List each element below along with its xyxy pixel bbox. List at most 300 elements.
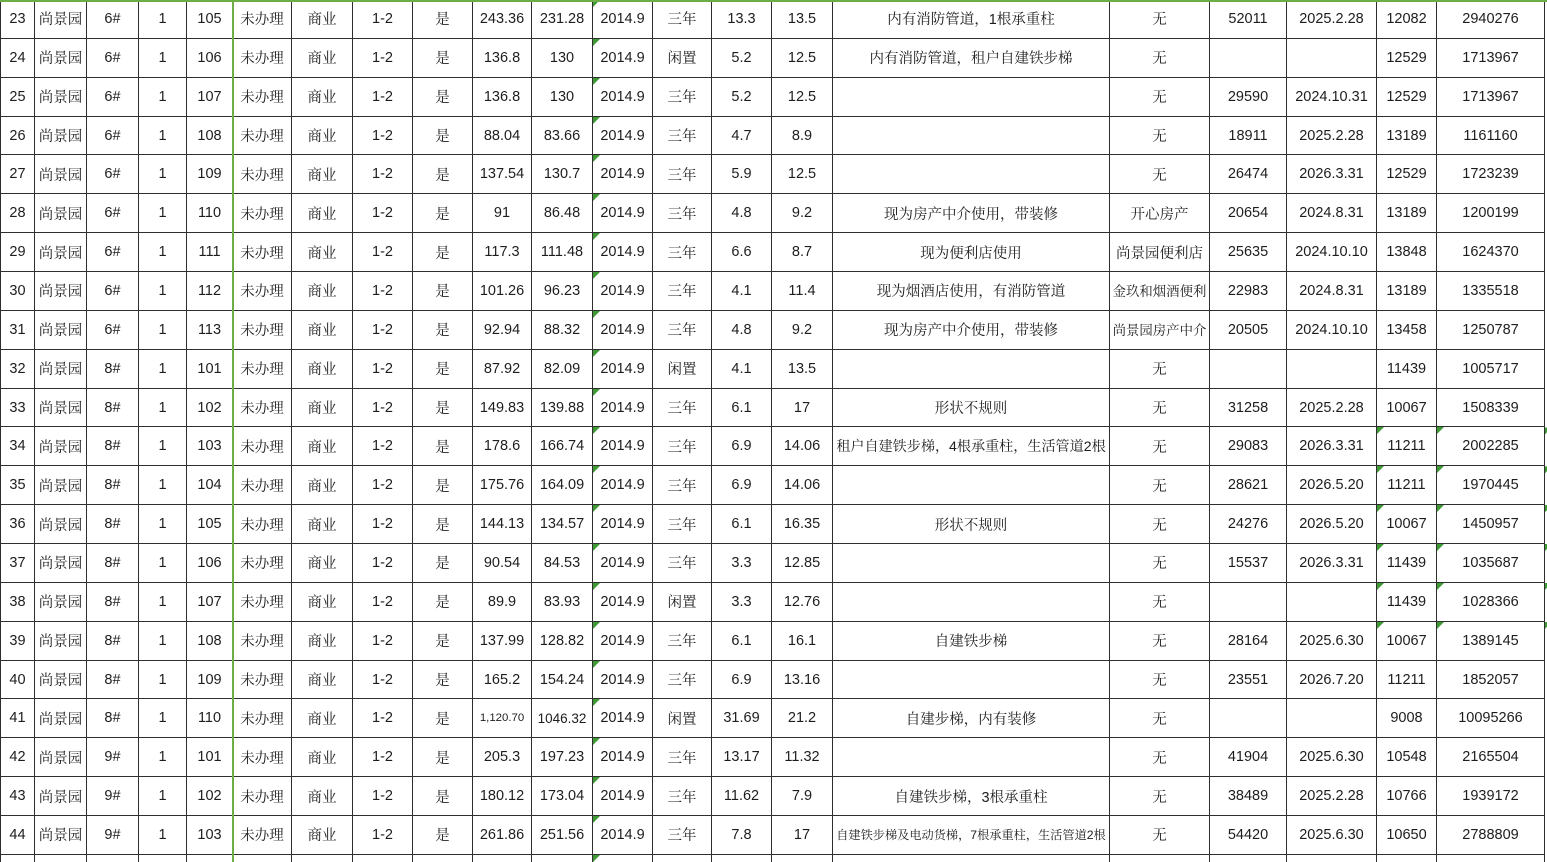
cell[interactable]	[1110, 583, 1210, 622]
cell[interactable]	[292, 466, 353, 505]
cell[interactable]	[593, 272, 653, 311]
cell[interactable]	[653, 466, 712, 505]
cell[interactable]	[353, 699, 413, 738]
cell[interactable]	[1110, 738, 1210, 777]
cell[interactable]	[1287, 738, 1377, 777]
cell[interactable]	[353, 816, 413, 855]
cell[interactable]	[139, 350, 187, 389]
cell[interactable]	[1377, 78, 1437, 117]
cell[interactable]	[593, 544, 653, 583]
cell[interactable]	[653, 855, 712, 862]
cell[interactable]	[772, 155, 833, 194]
cell[interactable]	[413, 855, 473, 862]
cell[interactable]	[712, 738, 772, 777]
cell[interactable]	[473, 505, 532, 544]
cell[interactable]	[593, 622, 653, 661]
cell[interactable]	[1210, 855, 1287, 862]
cell[interactable]	[712, 583, 772, 622]
cell[interactable]	[1110, 466, 1210, 505]
cell[interactable]	[87, 505, 139, 544]
cell[interactable]	[1210, 816, 1287, 855]
cell[interactable]	[532, 117, 593, 156]
cell[interactable]	[35, 272, 87, 311]
cell[interactable]	[353, 117, 413, 156]
cell[interactable]	[187, 855, 233, 862]
cell[interactable]	[772, 816, 833, 855]
cell[interactable]	[0, 427, 35, 466]
cell[interactable]	[712, 117, 772, 156]
cell[interactable]	[712, 0, 772, 39]
cell[interactable]	[532, 661, 593, 700]
cell[interactable]	[233, 389, 292, 428]
cell[interactable]	[1210, 699, 1287, 738]
cell[interactable]	[1437, 622, 1545, 661]
cell[interactable]	[593, 855, 653, 862]
cell[interactable]	[1377, 661, 1437, 700]
cell[interactable]	[772, 233, 833, 272]
cell[interactable]	[35, 777, 87, 816]
cell[interactable]	[712, 78, 772, 117]
cell[interactable]	[1287, 0, 1377, 39]
cell[interactable]	[0, 699, 35, 738]
cell[interactable]	[413, 272, 473, 311]
cell[interactable]	[772, 427, 833, 466]
cell[interactable]	[532, 505, 593, 544]
cell[interactable]	[413, 78, 473, 117]
cell[interactable]	[0, 389, 35, 428]
cell[interactable]	[87, 39, 139, 78]
cell[interactable]	[139, 622, 187, 661]
cell[interactable]	[1437, 0, 1545, 39]
cell[interactable]	[473, 233, 532, 272]
cell[interactable]	[35, 39, 87, 78]
cell[interactable]	[353, 194, 413, 233]
cell[interactable]	[35, 233, 87, 272]
cell[interactable]	[1287, 466, 1377, 505]
cell[interactable]	[833, 699, 1110, 738]
cell[interactable]	[353, 661, 413, 700]
cell[interactable]	[653, 389, 712, 428]
cell[interactable]	[1437, 272, 1545, 311]
cell[interactable]	[413, 427, 473, 466]
cell[interactable]	[0, 466, 35, 505]
cell[interactable]	[1287, 155, 1377, 194]
cell[interactable]	[1377, 0, 1437, 39]
cell[interactable]	[473, 0, 532, 39]
cell[interactable]	[712, 350, 772, 389]
cell[interactable]	[1437, 583, 1545, 622]
cell[interactable]	[593, 661, 653, 700]
cell[interactable]	[593, 194, 653, 233]
cell[interactable]	[593, 699, 653, 738]
cell[interactable]	[1437, 78, 1545, 117]
cell[interactable]	[1437, 777, 1545, 816]
cell[interactable]	[187, 699, 233, 738]
cell[interactable]	[292, 583, 353, 622]
cell[interactable]	[233, 661, 292, 700]
cell[interactable]	[87, 233, 139, 272]
cell[interactable]	[833, 777, 1110, 816]
cell[interactable]	[187, 389, 233, 428]
cell[interactable]	[139, 117, 187, 156]
cell[interactable]	[1437, 855, 1545, 862]
cell[interactable]	[833, 389, 1110, 428]
cell[interactable]	[35, 855, 87, 862]
cell[interactable]	[473, 544, 532, 583]
cell[interactable]	[653, 583, 712, 622]
cell[interactable]	[0, 311, 35, 350]
cell[interactable]	[593, 466, 653, 505]
cell[interactable]	[292, 39, 353, 78]
cell[interactable]	[1110, 78, 1210, 117]
cell[interactable]	[0, 583, 35, 622]
cell[interactable]	[1377, 155, 1437, 194]
cell[interactable]	[139, 272, 187, 311]
cell[interactable]	[87, 661, 139, 700]
cell[interactable]	[413, 233, 473, 272]
cell[interactable]	[139, 155, 187, 194]
cell[interactable]	[772, 622, 833, 661]
cell[interactable]	[87, 350, 139, 389]
cell[interactable]	[1287, 311, 1377, 350]
cell[interactable]	[712, 39, 772, 78]
cell[interactable]	[1437, 544, 1545, 583]
cell[interactable]	[233, 777, 292, 816]
cell[interactable]	[1210, 661, 1287, 700]
cell[interactable]	[353, 233, 413, 272]
cell[interactable]	[532, 350, 593, 389]
cell[interactable]	[0, 39, 35, 78]
cell[interactable]	[532, 583, 593, 622]
cell[interactable]	[653, 233, 712, 272]
cell[interactable]	[772, 389, 833, 428]
cell[interactable]	[292, 816, 353, 855]
cell[interactable]	[712, 816, 772, 855]
cell[interactable]	[1437, 350, 1545, 389]
cell[interactable]	[139, 738, 187, 777]
cell[interactable]	[292, 427, 353, 466]
cell[interactable]	[139, 699, 187, 738]
cell[interactable]	[532, 194, 593, 233]
cell[interactable]	[413, 777, 473, 816]
cell[interactable]	[233, 233, 292, 272]
cell[interactable]	[1210, 777, 1287, 816]
cell[interactable]	[1287, 816, 1377, 855]
cell[interactable]	[1110, 350, 1210, 389]
cell[interactable]	[233, 427, 292, 466]
cell[interactable]	[187, 505, 233, 544]
cell[interactable]	[833, 272, 1110, 311]
cell[interactable]	[1210, 544, 1287, 583]
cell[interactable]	[772, 272, 833, 311]
cell[interactable]	[1377, 583, 1437, 622]
cell[interactable]	[1110, 389, 1210, 428]
cell[interactable]	[1437, 738, 1545, 777]
cell[interactable]	[532, 39, 593, 78]
cell[interactable]	[532, 544, 593, 583]
cell[interactable]	[1110, 0, 1210, 39]
cell[interactable]	[653, 699, 712, 738]
cell[interactable]	[292, 738, 353, 777]
cell[interactable]	[35, 78, 87, 117]
cell[interactable]	[187, 350, 233, 389]
cell[interactable]	[35, 505, 87, 544]
cell[interactable]	[532, 78, 593, 117]
cell[interactable]	[1437, 816, 1545, 855]
cell[interactable]	[473, 622, 532, 661]
cell[interactable]	[593, 777, 653, 816]
cell[interactable]	[593, 389, 653, 428]
cell[interactable]	[292, 233, 353, 272]
cell[interactable]	[1377, 544, 1437, 583]
cell[interactable]	[233, 78, 292, 117]
cell[interactable]	[413, 389, 473, 428]
cell[interactable]	[1110, 39, 1210, 78]
cell[interactable]	[653, 194, 712, 233]
cell[interactable]	[87, 117, 139, 156]
cell[interactable]	[187, 0, 233, 39]
cell[interactable]	[87, 0, 139, 39]
cell[interactable]	[187, 738, 233, 777]
cell[interactable]	[87, 699, 139, 738]
cell[interactable]	[139, 0, 187, 39]
cell[interactable]	[1287, 39, 1377, 78]
cell[interactable]	[712, 855, 772, 862]
cell[interactable]	[473, 699, 532, 738]
cell[interactable]	[413, 738, 473, 777]
cell[interactable]	[1437, 117, 1545, 156]
cell[interactable]	[772, 855, 833, 862]
cell[interactable]	[353, 155, 413, 194]
cell[interactable]	[87, 311, 139, 350]
cell[interactable]	[233, 272, 292, 311]
cell[interactable]	[35, 816, 87, 855]
cell[interactable]	[233, 155, 292, 194]
cell[interactable]	[1210, 0, 1287, 39]
cell[interactable]	[593, 311, 653, 350]
cell[interactable]	[653, 777, 712, 816]
cell[interactable]	[413, 155, 473, 194]
cell[interactable]	[1110, 233, 1210, 272]
cell[interactable]	[35, 699, 87, 738]
cell[interactable]	[87, 777, 139, 816]
cell[interactable]	[187, 155, 233, 194]
cell[interactable]	[1287, 855, 1377, 862]
cell[interactable]	[1377, 466, 1437, 505]
cell[interactable]	[139, 816, 187, 855]
cell[interactable]	[1110, 816, 1210, 855]
cell[interactable]	[473, 155, 532, 194]
cell[interactable]	[833, 738, 1110, 777]
cell[interactable]	[593, 78, 653, 117]
cell[interactable]	[1110, 155, 1210, 194]
cell[interactable]	[653, 117, 712, 156]
cell[interactable]	[187, 622, 233, 661]
cell[interactable]	[87, 738, 139, 777]
cell[interactable]	[1110, 855, 1210, 862]
cell[interactable]	[653, 272, 712, 311]
cell[interactable]	[353, 583, 413, 622]
cell[interactable]	[1377, 816, 1437, 855]
cell[interactable]	[833, 0, 1110, 39]
cell[interactable]	[473, 855, 532, 862]
cell[interactable]	[1287, 389, 1377, 428]
cell[interactable]	[139, 233, 187, 272]
cell[interactable]	[1377, 738, 1437, 777]
cell[interactable]	[712, 427, 772, 466]
cell[interactable]	[353, 466, 413, 505]
cell[interactable]	[1110, 117, 1210, 156]
cell[interactable]	[1110, 777, 1210, 816]
cell[interactable]	[139, 311, 187, 350]
cell[interactable]	[712, 777, 772, 816]
cell[interactable]	[413, 194, 473, 233]
cell[interactable]	[1110, 661, 1210, 700]
cell[interactable]	[1377, 622, 1437, 661]
cell[interactable]	[0, 777, 35, 816]
cell[interactable]	[593, 39, 653, 78]
cell[interactable]	[187, 466, 233, 505]
cell[interactable]	[353, 0, 413, 39]
cell[interactable]	[87, 155, 139, 194]
cell[interactable]	[233, 311, 292, 350]
cell[interactable]	[1437, 466, 1545, 505]
cell[interactable]	[1210, 78, 1287, 117]
cell[interactable]	[473, 427, 532, 466]
cell[interactable]	[1377, 272, 1437, 311]
cell[interactable]	[139, 39, 187, 78]
cell[interactable]	[139, 466, 187, 505]
cell[interactable]	[1437, 233, 1545, 272]
cell[interactable]	[413, 311, 473, 350]
cell[interactable]	[833, 155, 1110, 194]
cell[interactable]	[35, 544, 87, 583]
cell[interactable]	[233, 855, 292, 862]
cell[interactable]	[532, 816, 593, 855]
cell[interactable]	[772, 0, 833, 39]
cell[interactable]	[1110, 505, 1210, 544]
cell[interactable]	[532, 233, 593, 272]
cell[interactable]	[35, 622, 87, 661]
cell[interactable]	[712, 544, 772, 583]
cell[interactable]	[35, 661, 87, 700]
cell[interactable]	[87, 466, 139, 505]
cell[interactable]	[473, 738, 532, 777]
cell[interactable]	[1287, 427, 1377, 466]
cell[interactable]	[653, 738, 712, 777]
cell[interactable]	[353, 389, 413, 428]
cell[interactable]	[233, 583, 292, 622]
cell[interactable]	[532, 466, 593, 505]
cell[interactable]	[233, 0, 292, 39]
cell[interactable]	[833, 544, 1110, 583]
cell[interactable]	[413, 466, 473, 505]
cell[interactable]	[187, 233, 233, 272]
cell[interactable]	[233, 39, 292, 78]
cell[interactable]	[0, 78, 35, 117]
cell[interactable]	[187, 194, 233, 233]
cell[interactable]	[413, 505, 473, 544]
cell[interactable]	[292, 78, 353, 117]
cell[interactable]	[353, 427, 413, 466]
cell[interactable]	[413, 583, 473, 622]
cell[interactable]	[353, 505, 413, 544]
cell[interactable]	[1210, 155, 1287, 194]
cell[interactable]	[233, 699, 292, 738]
cell[interactable]	[0, 661, 35, 700]
cell[interactable]	[353, 350, 413, 389]
cell[interactable]	[1377, 194, 1437, 233]
cell[interactable]	[772, 738, 833, 777]
cell[interactable]	[1437, 311, 1545, 350]
cell[interactable]	[35, 389, 87, 428]
cell[interactable]	[1110, 272, 1210, 311]
cell[interactable]	[1210, 466, 1287, 505]
cell[interactable]	[353, 738, 413, 777]
cell[interactable]	[139, 661, 187, 700]
cell[interactable]	[1210, 194, 1287, 233]
cell[interactable]	[87, 272, 139, 311]
cell[interactable]	[532, 389, 593, 428]
cell[interactable]	[0, 233, 35, 272]
cell[interactable]	[1210, 311, 1287, 350]
cell[interactable]	[187, 427, 233, 466]
cell[interactable]	[139, 544, 187, 583]
cell[interactable]	[593, 350, 653, 389]
cell[interactable]	[532, 427, 593, 466]
cell[interactable]	[87, 855, 139, 862]
cell[interactable]	[1377, 855, 1437, 862]
cell[interactable]	[593, 583, 653, 622]
cell[interactable]	[772, 311, 833, 350]
cell[interactable]	[413, 699, 473, 738]
cell[interactable]	[772, 505, 833, 544]
cell[interactable]	[292, 272, 353, 311]
cell[interactable]	[593, 816, 653, 855]
cell[interactable]	[0, 117, 35, 156]
cell[interactable]	[1287, 350, 1377, 389]
cell[interactable]	[653, 505, 712, 544]
cell[interactable]	[712, 505, 772, 544]
cell[interactable]	[233, 466, 292, 505]
cell[interactable]	[353, 855, 413, 862]
cell[interactable]	[712, 272, 772, 311]
cell[interactable]	[1377, 427, 1437, 466]
cell[interactable]	[187, 777, 233, 816]
cell[interactable]	[1437, 194, 1545, 233]
cell[interactable]	[1377, 117, 1437, 156]
cell[interactable]	[1287, 233, 1377, 272]
cell[interactable]	[1287, 272, 1377, 311]
cell[interactable]	[1110, 194, 1210, 233]
cell[interactable]	[1437, 699, 1545, 738]
cell[interactable]	[653, 350, 712, 389]
cell[interactable]	[1210, 117, 1287, 156]
cell[interactable]	[233, 194, 292, 233]
cell[interactable]	[1210, 583, 1287, 622]
cell[interactable]	[35, 466, 87, 505]
cell[interactable]	[1437, 427, 1545, 466]
cell[interactable]	[473, 389, 532, 428]
cell[interactable]	[187, 544, 233, 583]
cell[interactable]	[473, 350, 532, 389]
cell[interactable]	[653, 39, 712, 78]
cell[interactable]	[1377, 389, 1437, 428]
cell[interactable]	[473, 78, 532, 117]
cell[interactable]	[233, 738, 292, 777]
cell[interactable]	[0, 622, 35, 661]
cell[interactable]	[593, 427, 653, 466]
